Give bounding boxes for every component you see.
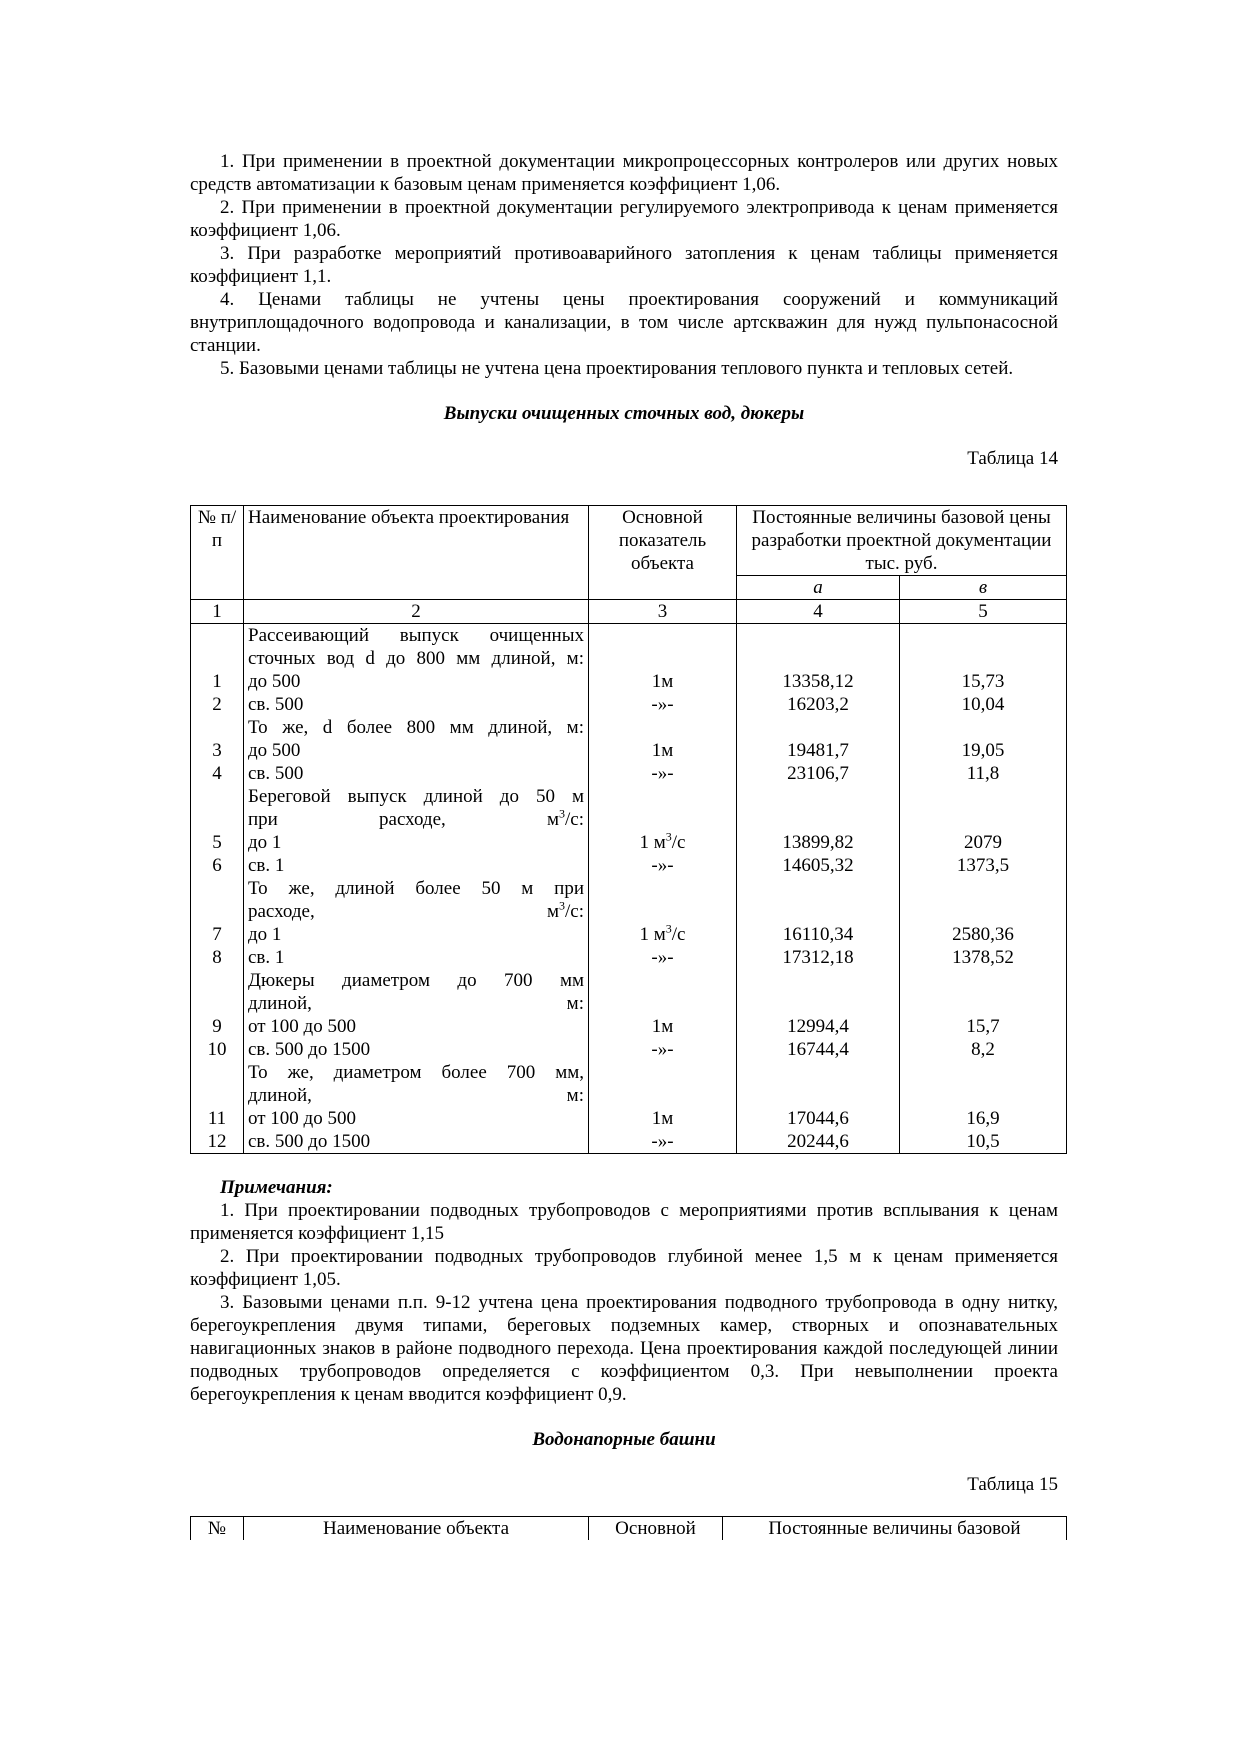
notes-title: Примечания: (220, 1177, 333, 1198)
intro-paragraph-4: 4. Ценами таблицы не учтены цены проектирования сооружений и коммуникаций внутриплощадочного водопровода и канализации, в том числе артскважин для нужд пульпонасосной станции. (190, 289, 1058, 356)
table-14-label: Таблица 14 (967, 448, 1058, 469)
row-number: 6 (212, 855, 222, 876)
header-name: Наименование объекта проектирования (244, 506, 589, 600)
row-value-a: 19481,7 (787, 740, 849, 761)
row-indicator: 1м (651, 671, 674, 692)
row-number: 1 (212, 671, 222, 692)
row-value-a: 20244,6 (787, 1131, 849, 1152)
row-value-a (741, 900, 895, 923)
row-value-a (741, 647, 895, 670)
row-value-b (904, 624, 1062, 647)
row-indicator (593, 785, 732, 808)
row-name: То же, длиной более 50 м при (248, 878, 584, 899)
row-value-b (904, 969, 1062, 992)
row-number: 10 (207, 1039, 227, 1060)
row-indicator (593, 992, 732, 1015)
row-indicator (593, 624, 732, 647)
row-name: длиной, м: (248, 1085, 584, 1106)
row-name: до 500 (248, 671, 301, 692)
row-indicator: -»- (651, 694, 674, 715)
row-value-a: 17312,18 (782, 947, 854, 968)
col-number-4: 4 (737, 600, 900, 624)
row-name: до 1 (248, 924, 282, 945)
col-number-2: 2 (244, 600, 589, 624)
table-15 (190, 1516, 1067, 1540)
row-value-b (904, 647, 1062, 670)
row-number: 2 (212, 694, 222, 715)
row-value-b (904, 1061, 1062, 1084)
row-name: св. 500 до 1500 (248, 1131, 371, 1152)
row-indicator: 1 $м^3/с$ (639, 829, 686, 853)
row-indicator (593, 1084, 732, 1107)
row-value-b (904, 992, 1062, 1015)
row-value-b (904, 877, 1062, 900)
body-name-column (244, 624, 589, 1154)
row-value-b: 8,2 (971, 1039, 995, 1060)
row-name: при расходе, $м^3/с$: (248, 806, 584, 830)
row-number (195, 808, 239, 831)
row-value-a (741, 877, 895, 900)
intro-paragraph-3: 3. При разработке мероприятий противоаварийного затопления к ценам таблицы применяется коэффициент 1,1. (190, 243, 1058, 287)
row-name: св. 500 до 1500 (248, 1039, 371, 1060)
row-name: Дюкеры диаметром до 700 мм (248, 970, 584, 991)
row-value-a (741, 624, 895, 647)
row-name: св. 500 (248, 694, 304, 715)
row-name: св. 1 (248, 947, 285, 968)
row-number: 11 (207, 1108, 227, 1129)
header-indicator: Основной показатель объекта (589, 506, 737, 600)
header-b: в (900, 576, 1067, 600)
row-value-a (741, 808, 895, 831)
row-name: То же, диаметром более 700 мм, (248, 1062, 584, 1083)
row-value-a: 23106,7 (787, 763, 849, 784)
row-value-b: 11,8 (966, 763, 1000, 784)
table-14 (190, 505, 1067, 1154)
body-b-column (900, 624, 1067, 1154)
row-number: 5 (212, 832, 222, 853)
row-number: 7 (212, 924, 222, 945)
body-num-column (191, 624, 244, 1154)
row-indicator (593, 900, 732, 923)
row-value-b (904, 1084, 1062, 1107)
header-a: а (737, 576, 900, 600)
row-value-b (904, 716, 1062, 739)
row-number (195, 1061, 239, 1084)
col-number-1: 1 (191, 600, 244, 624)
row-value-b: 15,73 (961, 671, 1005, 692)
note-2: 2. При проектировании подводных трубопроводов глубиной менее 1,5 м к ценам применяется коэффициент 1,05. (190, 1246, 1058, 1290)
row-value-b: 2079 (964, 832, 1002, 853)
intro-paragraph-2: 2. При применении в проектной документации регулируемого электропривода к ценам применяется коэффициент 1,06. (190, 197, 1058, 241)
row-value-b: 16,9 (966, 1108, 1000, 1129)
row-name: сточных вод d до 800 мм длиной, м: (248, 648, 584, 669)
row-value-a: 17044,6 (787, 1108, 849, 1129)
t15-header-name: Наименование объекта (244, 1517, 589, 1541)
body-a-column (737, 624, 900, 1154)
row-indicator (593, 647, 732, 670)
row-value-a: 12994,4 (787, 1016, 849, 1037)
row-number (195, 992, 239, 1015)
row-value-a: 13358,12 (782, 671, 854, 692)
row-value-a (741, 785, 895, 808)
row-indicator (593, 808, 732, 831)
row-number (195, 969, 239, 992)
t15-header-prices: Постоянные величины базовой (723, 1517, 1067, 1541)
row-name: от 100 до 500 (248, 1108, 356, 1129)
row-value-b (904, 900, 1062, 923)
section-title-water-towers: Водонапорные башни (532, 1429, 716, 1450)
row-number: 9 (212, 1016, 222, 1037)
row-number: 4 (212, 763, 222, 784)
row-name: Рассеивающий выпуск очищенных (248, 625, 584, 646)
row-value-b (904, 785, 1062, 808)
row-value-b: 1373,5 (956, 855, 1010, 876)
row-indicator: -»- (651, 763, 674, 784)
intro-notes (190, 150, 1058, 380)
row-value-b: 10,5 (966, 1131, 1000, 1152)
row-indicator (593, 716, 732, 739)
row-name: до 500 (248, 740, 301, 761)
row-indicator: -»- (651, 1131, 674, 1152)
row-number (195, 716, 239, 739)
row-value-b: 10,04 (961, 694, 1005, 715)
col-number-3: 3 (589, 600, 737, 624)
t15-header-indicator: Основной (589, 1517, 723, 1541)
row-name: св. 1 (248, 855, 285, 876)
table-body (191, 624, 1067, 1154)
row-number: 3 (212, 740, 222, 761)
row-value-b: 1378,52 (952, 947, 1014, 968)
row-value-b: 15,7 (966, 1016, 1000, 1037)
row-indicator (593, 877, 732, 900)
row-number (195, 647, 239, 670)
row-value-a (741, 1084, 895, 1107)
row-indicator: 1м (651, 1108, 674, 1129)
row-indicator (593, 1061, 732, 1084)
document-page (190, 150, 1058, 1540)
row-value-b (904, 808, 1062, 831)
row-name: То же, d более 800 мм длиной, м: (248, 717, 584, 738)
row-value-a (741, 1061, 895, 1084)
row-name: от 100 до 500 (248, 1016, 356, 1037)
table-15-label: Таблица 15 (967, 1474, 1058, 1495)
body-indicator-column (589, 624, 737, 1154)
note-1: 1. При проектировании подводных трубопроводов с мероприятиями против всплывания к ценам применяется коэффициент 1,15 (190, 1200, 1058, 1244)
row-indicator: 1м (651, 740, 674, 761)
row-number (195, 785, 239, 808)
row-indicator: 1м (651, 1016, 674, 1037)
section-title-outlets: Выпуски очищенных сточных вод, дюкеры (443, 403, 805, 424)
row-value-b: 2580,36 (952, 924, 1014, 945)
row-indicator: -»- (651, 1039, 674, 1060)
row-value-b: 19,05 (961, 740, 1005, 761)
row-value-a (741, 716, 895, 739)
row-indicator: 1 $м^3/с$ (639, 921, 686, 945)
row-name: расходе, $м^3/с$: (248, 898, 584, 922)
t15-header-num: № (191, 1517, 244, 1541)
row-number (195, 1084, 239, 1107)
row-number: 12 (207, 1131, 227, 1152)
row-value-a: 13899,82 (782, 832, 854, 853)
row-value-a (741, 992, 895, 1015)
row-number (195, 877, 239, 900)
row-indicator (593, 969, 732, 992)
row-name: Береговой выпуск длиной до 50 м (248, 786, 584, 807)
row-value-a: 16744,4 (787, 1039, 849, 1060)
row-name: св. 500 (248, 763, 304, 784)
note-3: 3. Базовыми ценами п.п. 9-12 учтена цена проектирования подводного трубопровода в одну нитку, берегоукрепления двумя типами, береговых подземных камер, створных и опознавательных навигационных знаков в районе подводного перехода. Цена проектирования каждой последующей линии подводных трубопроводов определяется с коэффициентом 0,3. При невыполнении проекта берегоукрепления к ценам вводится коэффициент 0,9. (190, 1292, 1058, 1405)
col-number-5: 5 (900, 600, 1067, 624)
row-number (195, 624, 239, 647)
row-indicator: -»- (651, 947, 674, 968)
header-num: № п/п (191, 506, 244, 600)
row-value-a: 16203,2 (787, 694, 849, 715)
row-value-a (741, 969, 895, 992)
row-number (195, 900, 239, 923)
row-name: до 1 (248, 832, 282, 853)
header-prices: Постоянные величины базовой цены разработки проектной документации тыс. руб. (737, 506, 1067, 576)
row-indicator: -»- (651, 855, 674, 876)
row-name: длиной, м: (248, 993, 584, 1014)
intro-paragraph-1: 1. При применении в проектной документации микропроцессорных контролеров или других новых средств автоматизации к базовым ценам применяется коэффициент 1,06. (190, 151, 1058, 195)
row-value-a: 16110,34 (782, 924, 854, 945)
row-number: 8 (212, 947, 222, 968)
intro-paragraph-5: 5. Базовыми ценами таблицы не учтена цена проектирования теплового пункта и тепловых сетей. (220, 358, 1014, 379)
row-value-a: 14605,32 (782, 855, 854, 876)
